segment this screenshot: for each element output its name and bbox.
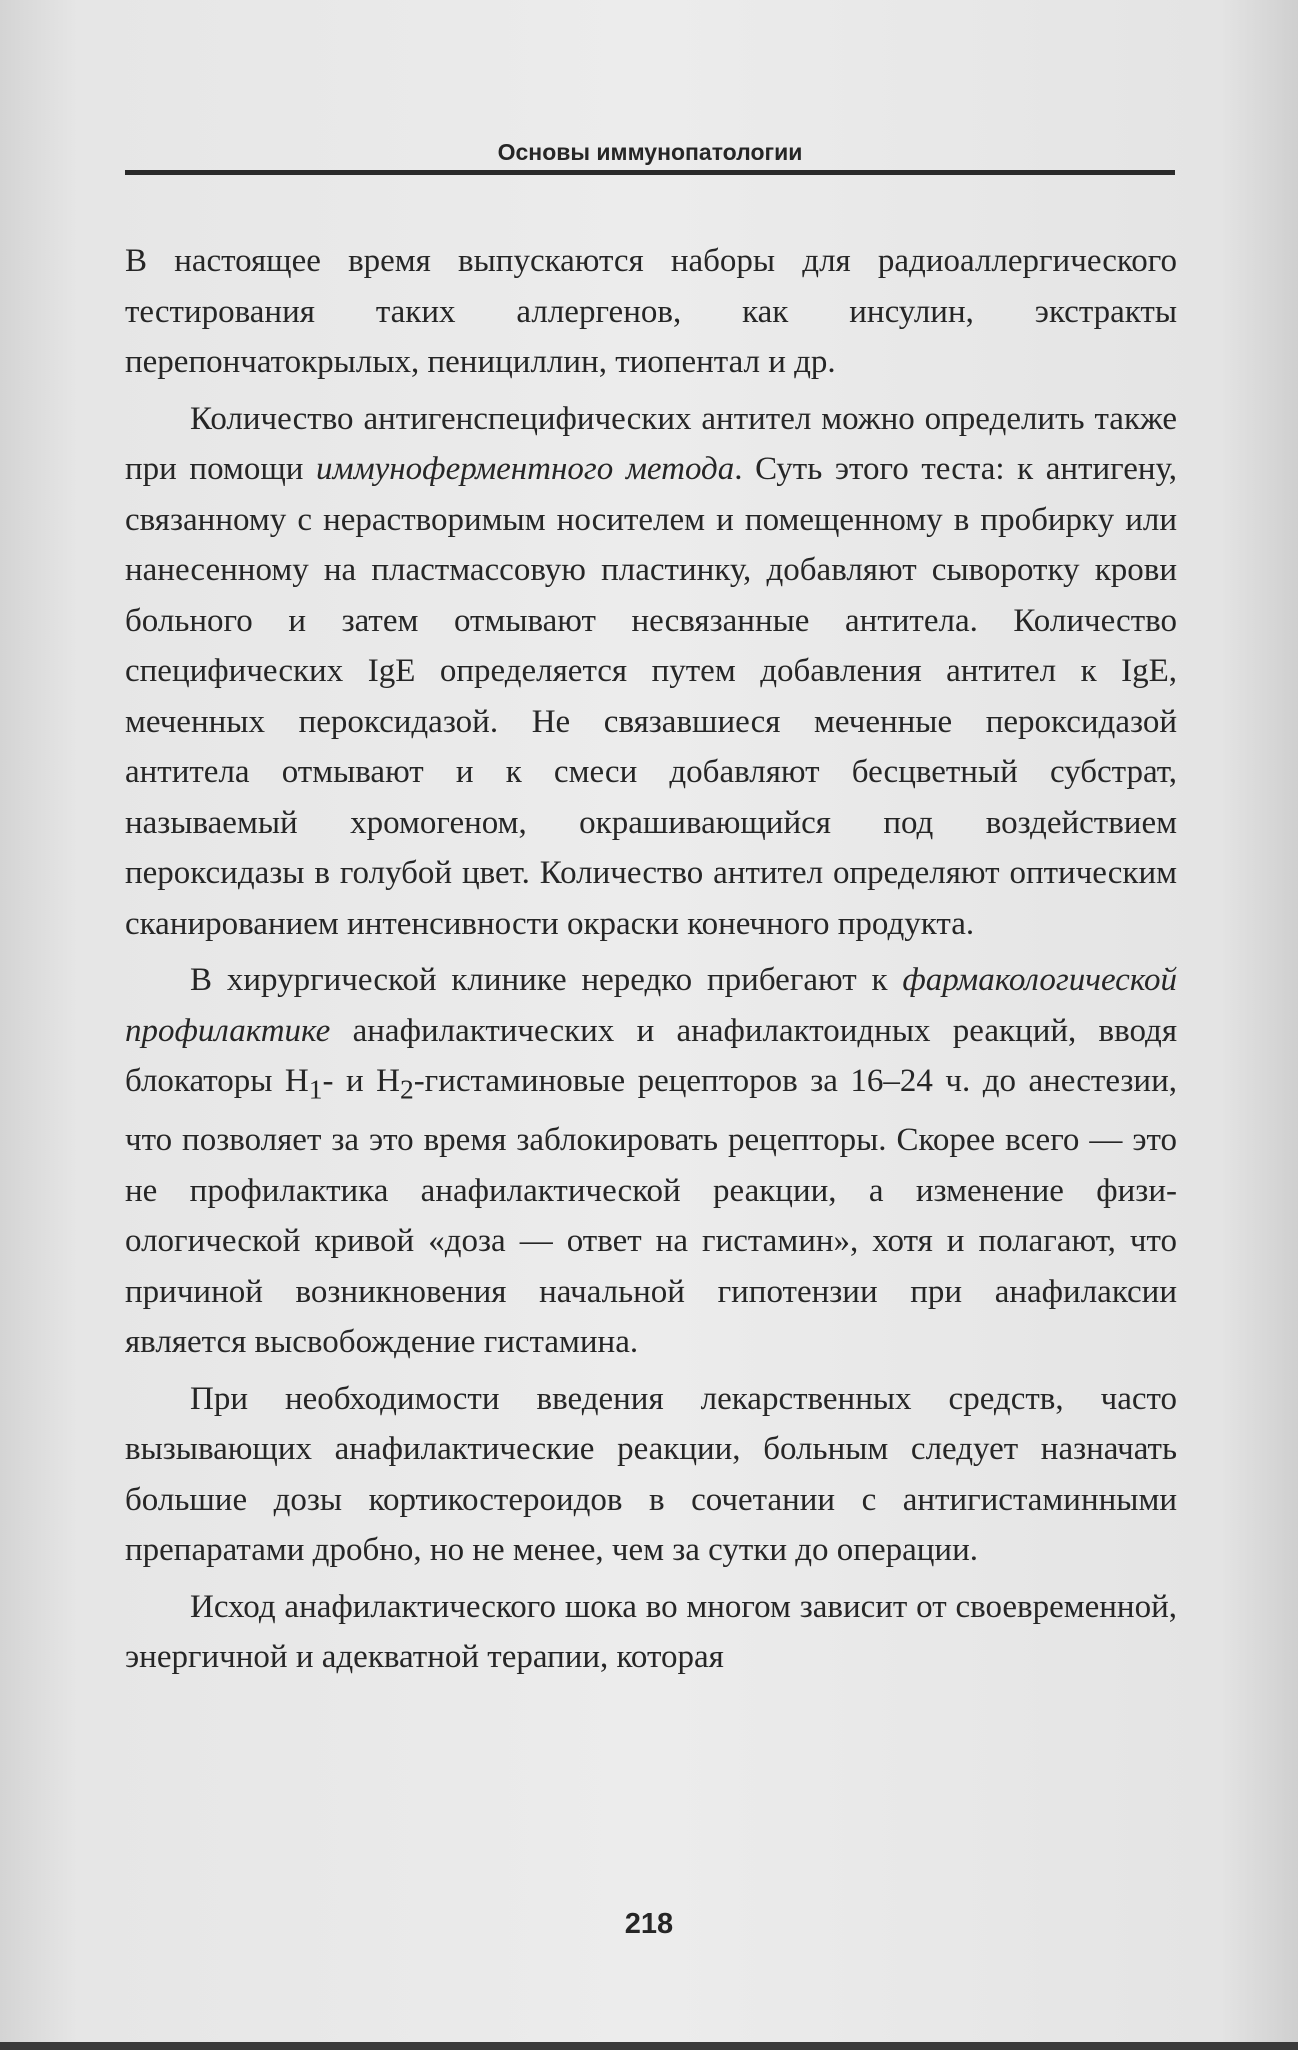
page-number: 218 (624, 1908, 674, 1940)
subscript-h2: 2 (399, 1073, 414, 1105)
paragraph-2-emphasis: иммуноферментного метода (316, 451, 735, 487)
paragraph-2-text-end: . Суть этого теста: к антигену, связанному с нерастворимым носителем и помещенному в пробирку или нанесенному на пластмассовую пластинку, добавляют сыворотку крови больного и затем отмывают несвязанные антитела. Количество специфических IgE определяется путем добавления антител к IgE, меченных пероксидазой. Не связавшиеся меченные пероксидазой антитела отмывают и к смеси добавляют бесцветный субстрат, называемый хромогеном, окрашивающийся под воздействием пероксидазы в голубой цвет. Количество антител определяют оптическим сканированием интенсивности окраски конечного продукта. (125, 451, 1177, 942)
paragraph-2 (125, 394, 1177, 950)
running-header: Основы иммунопатологии (125, 134, 1175, 175)
paragraph-5-text: Исход анафилактического шока во многом зависит от своевременной, энергичной и адекватной терапии, которая (125, 1588, 1177, 1676)
paragraph-3 (125, 955, 1177, 1368)
paragraph-1-text: В настоящее время выпускаются наборы для радиоаллергического тестирования таких аллергенов, как инсулин, экстракты перепончатокрылых, пенициллин, тиопентал и др. (125, 243, 1177, 380)
paragraph-3-emphasis: фармакологической профилактике (125, 962, 1177, 1049)
paragraph-3-text-start: В хирургической клинике нередко прибегают к (190, 962, 903, 998)
subscript-h1: 1 (308, 1073, 323, 1105)
paragraph-1 (125, 236, 1177, 388)
page-bottom-edge (0, 2042, 1298, 2050)
paragraph-4 (125, 1374, 1177, 1576)
paragraph-3-text-c: -гистаминовые рецепторов за 16–24 ч. до анестезии, что позволяет за это время заблокировать рецепторы. Скорее всего — это не профилактика анафилактической реакции, а изменение физиологической кривой «доза — ответ на гистамин», хотя и полагают, что причиной возникновения начальной гипотензии при анафилаксии является высвобождение гистамина. (125, 1063, 1177, 1361)
body-text (125, 236, 1177, 1683)
paragraph-5 (125, 1582, 1177, 1683)
paragraph-3-text-a: анафилактических и анафилактоидных реакций, вводя блокаторы H (125, 1012, 1177, 1099)
paragraph-2-text-start: Количество антигенспецифических антител можно определить также при помощи (125, 400, 1177, 487)
paragraph-3-text-b: - и H (322, 1063, 400, 1099)
paragraph-4-text: При необходимости введения лекарственных средств, часто вызывающих анафилактические реакции, больным следует назначать большие дозы кортикостероидов в сочетании с антигистаминными препаратами дробно, но не менее, чем за сутки до операции. (125, 1380, 1177, 1569)
